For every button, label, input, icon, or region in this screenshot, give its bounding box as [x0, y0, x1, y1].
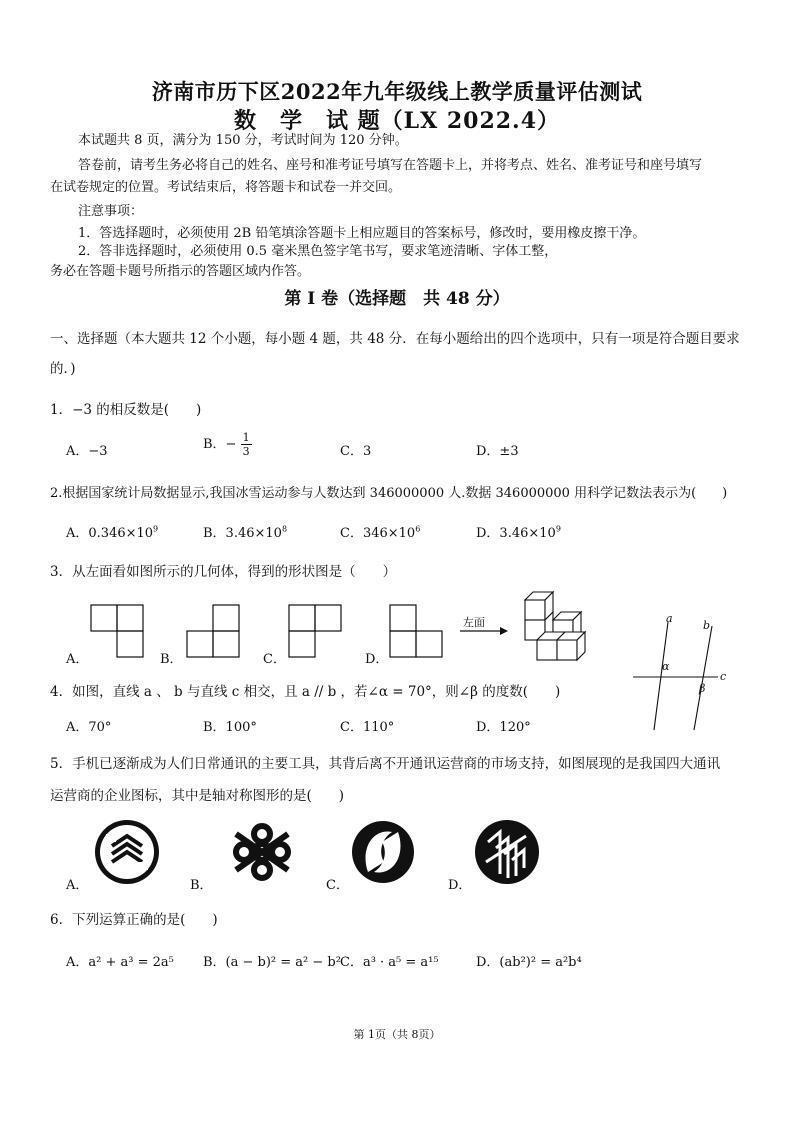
q4-option-d: D．120°: [476, 720, 531, 735]
notice-2: 2．答非选择题时，必须使用 0.5 毫米黑色签字笔书写，要求笔迹清晰、字体工整，: [78, 244, 558, 259]
q5-option-d: D．: [448, 878, 472, 893]
q3-option-a: A．: [66, 652, 89, 667]
notice-1: 1．答选择题时，必须使用 2B 铅笔填涂答题卡上相应题目的答案标号，修改时，要用橡皮擦干净。: [78, 226, 646, 241]
q4-label-alpha: α: [662, 660, 670, 673]
q6-option-c: C．a³ · a⁵ = a¹⁵: [340, 955, 439, 970]
q4-stem: 4．如图，直线 a 、 b 与直线 c 相交，且 a // b ，若∠α = 70°，则∠β 的度数( ): [50, 684, 561, 700]
q5-stem-line1: 5．手机已逐渐成为人们日常通讯的主要工具，其背后离不开通讯运营商的市场支持，如图展现的是我国四大通讯: [50, 756, 721, 772]
q3-stem: 3．从左面看如图所示的几何体，得到的形状图是（ ）: [50, 564, 397, 580]
intro-line2: 答卷前，请考生务必将自己的姓名、座号和准考证号填写在答题卡上，并将考点、姓名、准考证号和座号填写: [78, 158, 703, 173]
logo-b-icon: [236, 826, 288, 878]
exam-title: 济南市历下区2022年九年级线上教学质量评估测试: [151, 79, 643, 104]
q2-d-exp: 9: [555, 524, 561, 534]
q4-label-a: a: [666, 612, 673, 625]
q2-b-exp: 8: [281, 524, 288, 534]
q4-label-beta: β: [699, 682, 706, 695]
q1-stem: 1．−3 的相反数是( ): [50, 402, 202, 418]
page-footer: 第 1页（共 8页）: [353, 1028, 441, 1041]
q6-option-d: D．(ab²)² = a²b⁴: [476, 955, 582, 970]
q3-option-d: D．: [365, 652, 389, 667]
intro-line3: 在试卷规定的位置。考试结束后，将答题卡和试卷一并交回。: [50, 180, 402, 195]
section-instructions-2: 的．): [50, 361, 76, 377]
q1-option-c: C．3: [340, 444, 372, 459]
q2-a-base: A．0.346×10: [66, 526, 154, 541]
q2-b-base: B．3.46×10: [203, 526, 282, 541]
q4-label-b: b: [703, 619, 711, 632]
q4-option-c: C．110°: [340, 720, 395, 735]
q4-label-c: c: [720, 670, 727, 683]
section-instructions-1: 一、选择题（本大题共 12 个小题，每小题 4 题，共 48 分．在每小题给出的四个选项中，只有一项是符合题目要求: [50, 331, 740, 347]
logo-a-icon: [95, 820, 159, 884]
q5-option-b: B．: [190, 878, 213, 893]
q5-option-c: C．: [326, 878, 349, 893]
logo-c-icon: [352, 821, 414, 883]
section-title: 第 I 卷（选择题 共 48 分）: [284, 289, 510, 309]
q2-a-exp: 9: [153, 524, 159, 534]
q6-stem: 6．下列运算正确的是( ): [50, 912, 218, 928]
q1-b-denominator: 3: [242, 445, 250, 458]
q6-option-b: B．(a − b)² = a² − b²: [203, 955, 341, 970]
intro-line1: 本试题共 8 页，满分为 150 分，考试时间为 120 分钟。: [78, 133, 408, 148]
q2-stem: 2.根据国家统计局数据显示,我国冰雪运动参与人数达到 346000000 人.数据 346000000 用科学记数法表示为( ): [50, 486, 728, 501]
q1-option-b-prefix: B．−: [203, 437, 237, 452]
q2-c-base: C．346×10: [340, 526, 416, 541]
q2-d-base: D．3.46×10: [476, 526, 556, 541]
q1-option-a: A．−3: [66, 444, 108, 459]
q1-option-d: D．±3: [476, 444, 519, 459]
q1-b-numerator: 1: [242, 431, 250, 444]
q6-option-a: A．a² + a³ = 2a⁵: [66, 955, 174, 970]
notice-title: 注意事项：: [78, 204, 144, 219]
notice-3: 务必在答题卡题号所指示的答题区域内作答。: [50, 264, 311, 279]
q3-arrow-label: 左面: [463, 616, 485, 629]
exam-subtitle: 数 学 试 题（LX 2022.4）: [233, 108, 561, 134]
q2-c-exp: 6: [415, 524, 421, 534]
q4-option-a: A．70°: [66, 720, 112, 735]
q3-option-c: C．: [263, 652, 286, 667]
q5-stem-line2: 运营商的企业图标，其中是轴对称图形的是( ): [50, 788, 345, 804]
q5-option-a: A．: [66, 878, 89, 893]
logo-d-icon: [475, 820, 539, 884]
q3-option-b: B．: [160, 652, 183, 667]
q4-option-b: B．100°: [203, 720, 257, 735]
